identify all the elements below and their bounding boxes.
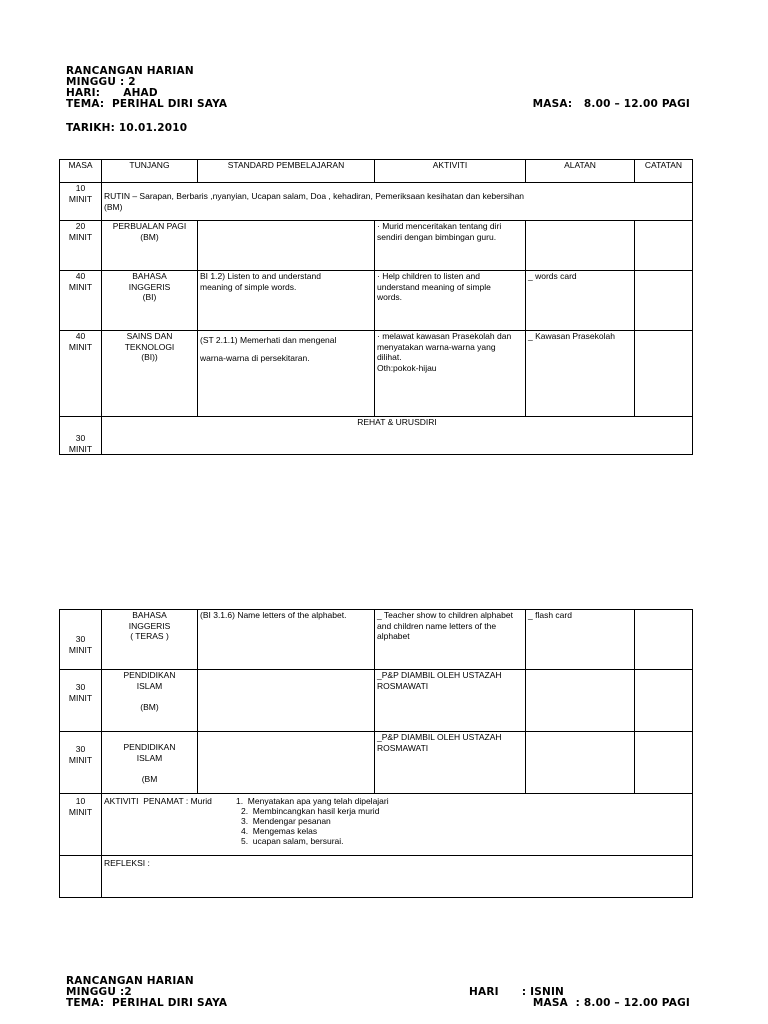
row-tunjang: PERBUALAN PAGI (BM) bbox=[102, 221, 198, 271]
row-masa: 30 MINIT bbox=[60, 610, 102, 670]
penamat-cell bbox=[102, 794, 693, 856]
row-alatan bbox=[526, 221, 635, 271]
row-tunjang: BAHASA INGGERIS (BI) bbox=[102, 271, 198, 331]
row-masa: 30 MINIT bbox=[60, 732, 102, 794]
table-row-rehat bbox=[60, 417, 693, 455]
plan-title-2: RANCANGAN HARIAN bbox=[66, 975, 194, 987]
masa-label: MASA: 8.00 – 12.00 PAGI bbox=[532, 98, 690, 110]
hari-label: HARI: AHAD bbox=[66, 87, 158, 99]
rehat-masa: 30 MINIT bbox=[60, 417, 102, 455]
table-row bbox=[60, 271, 693, 331]
row-standard: BI 1.2) Listen to and understand meaning of simple words. bbox=[198, 271, 375, 331]
table-row-refleksi bbox=[60, 856, 693, 898]
tarikh-label: TARIKH: 10.01.2010 bbox=[66, 122, 188, 134]
minggu-label: MINGGU : 2 bbox=[66, 76, 136, 88]
col-header-tunjang: TUNJANG bbox=[102, 160, 198, 183]
list-item: 3. Mendengar pesanan bbox=[241, 816, 331, 826]
row-standard: (ST 2.1.1) Memerhati dan mengenal warna-warna di persekitaran. bbox=[198, 331, 375, 417]
row-aktiviti: _P&P DIAMBIL OLEH USTAZAH ROSMAWATI bbox=[375, 670, 526, 732]
table-header-row bbox=[60, 160, 693, 183]
row-catatan bbox=[635, 331, 693, 417]
row-aktiviti: · melawat kawasan Prasekolah dan menyatakan warna-warna yang dilihat. Oth:pokok-hijau bbox=[375, 331, 526, 417]
list-item: 1. Menyatakan apa yang telah dipelajari bbox=[236, 796, 389, 806]
row-alatan: _ Kawasan Prasekolah bbox=[526, 331, 635, 417]
refleksi-masa bbox=[60, 856, 102, 898]
row-aktiviti: · Murid menceritakan tentang diri sendiri dengan bimbingan guru. bbox=[375, 221, 526, 271]
list-item: 2. Membincangkan hasil kerja murid bbox=[241, 806, 380, 816]
row-aktiviti: _ Teacher show to children alphabet and children name letters of the alphabet bbox=[375, 610, 526, 670]
rutin-text: RUTIN – Sarapan, Berbaris ,nyanyian, Ucapan salam, Doa , kehadiran, Pemeriksaan kesihatan dan kebersihan (BM) bbox=[102, 183, 693, 221]
row-alatan: _ words card bbox=[526, 271, 635, 331]
penamat-label: AKTIVITI PENAMAT : Murid bbox=[104, 796, 212, 806]
penamat-masa: 10 MINIT bbox=[60, 794, 102, 856]
minggu-label-2: MINGGU :2 bbox=[66, 986, 132, 998]
row-catatan bbox=[635, 221, 693, 271]
table-row bbox=[60, 610, 693, 670]
penamat-list bbox=[236, 796, 389, 846]
table-row-rutin bbox=[60, 183, 693, 221]
row-tunjang: SAINS DAN TEKNOLOGI (BI)) bbox=[102, 331, 198, 417]
masa-label-2: MASA : 8.00 – 12.00 PAGI bbox=[532, 997, 690, 1009]
row-masa: 30 MINIT bbox=[60, 670, 102, 732]
row-standard bbox=[198, 670, 375, 732]
row-tunjang: PENDIDIKAN ISLAM (BM bbox=[102, 732, 198, 794]
col-header-catatan: CATATAN bbox=[635, 160, 693, 183]
daily-plan-table-2 bbox=[59, 609, 693, 898]
list-item: 4. Mengemas kelas bbox=[241, 826, 318, 836]
row-catatan bbox=[635, 271, 693, 331]
row-aktiviti: · Help children to listen and understand meaning of simple words. bbox=[375, 271, 526, 331]
table-row bbox=[60, 331, 693, 417]
rutin-masa: 10 MINIT bbox=[60, 183, 102, 221]
refleksi-text: REFLEKSI : bbox=[102, 856, 693, 898]
row-aktiviti: _P&P DIAMBIL OLEH USTAZAH ROSMAWATI bbox=[375, 732, 526, 794]
row-standard bbox=[198, 732, 375, 794]
row-alatan: _ flash card bbox=[526, 610, 635, 670]
table-row bbox=[60, 221, 693, 271]
row-standard: (BI 3.1.6) Name letters of the alphabet. bbox=[198, 610, 375, 670]
row-alatan bbox=[526, 732, 635, 794]
row-masa: 20 MINIT bbox=[60, 221, 102, 271]
col-header-masa: MASA bbox=[60, 160, 102, 183]
tema-label: TEMA: PERIHAL DIRI SAYA bbox=[66, 98, 228, 110]
row-catatan bbox=[635, 732, 693, 794]
row-tunjang: BAHASA INGGERIS ( TERAS ) bbox=[102, 610, 198, 670]
tema-label-2: TEMA: PERIHAL DIRI SAYA bbox=[66, 997, 228, 1009]
hari-label-2: HARI : ISNIN bbox=[469, 986, 565, 998]
col-header-alatan: ALATAN bbox=[526, 160, 635, 183]
row-tunjang: PENDIDIKAN ISLAM (BM) bbox=[102, 670, 198, 732]
col-header-aktiviti: AKTIVITI bbox=[375, 160, 526, 183]
table-row bbox=[60, 670, 693, 732]
row-catatan bbox=[635, 670, 693, 732]
row-masa: 40 MINIT bbox=[60, 271, 102, 331]
plan-title: RANCANGAN HARIAN bbox=[66, 65, 194, 77]
table-row bbox=[60, 732, 693, 794]
row-standard bbox=[198, 221, 375, 271]
row-masa: 40 MINIT bbox=[60, 331, 102, 417]
table-row-penamat bbox=[60, 794, 693, 856]
col-header-standard: STANDARD PEMBELAJARAN bbox=[198, 160, 375, 183]
row-catatan bbox=[635, 610, 693, 670]
rehat-text: REHAT & URUSDIRI bbox=[102, 417, 693, 455]
daily-plan-table-1 bbox=[59, 159, 693, 455]
row-alatan bbox=[526, 670, 635, 732]
list-item: 5. ucapan salam, bersurai. bbox=[241, 836, 344, 846]
